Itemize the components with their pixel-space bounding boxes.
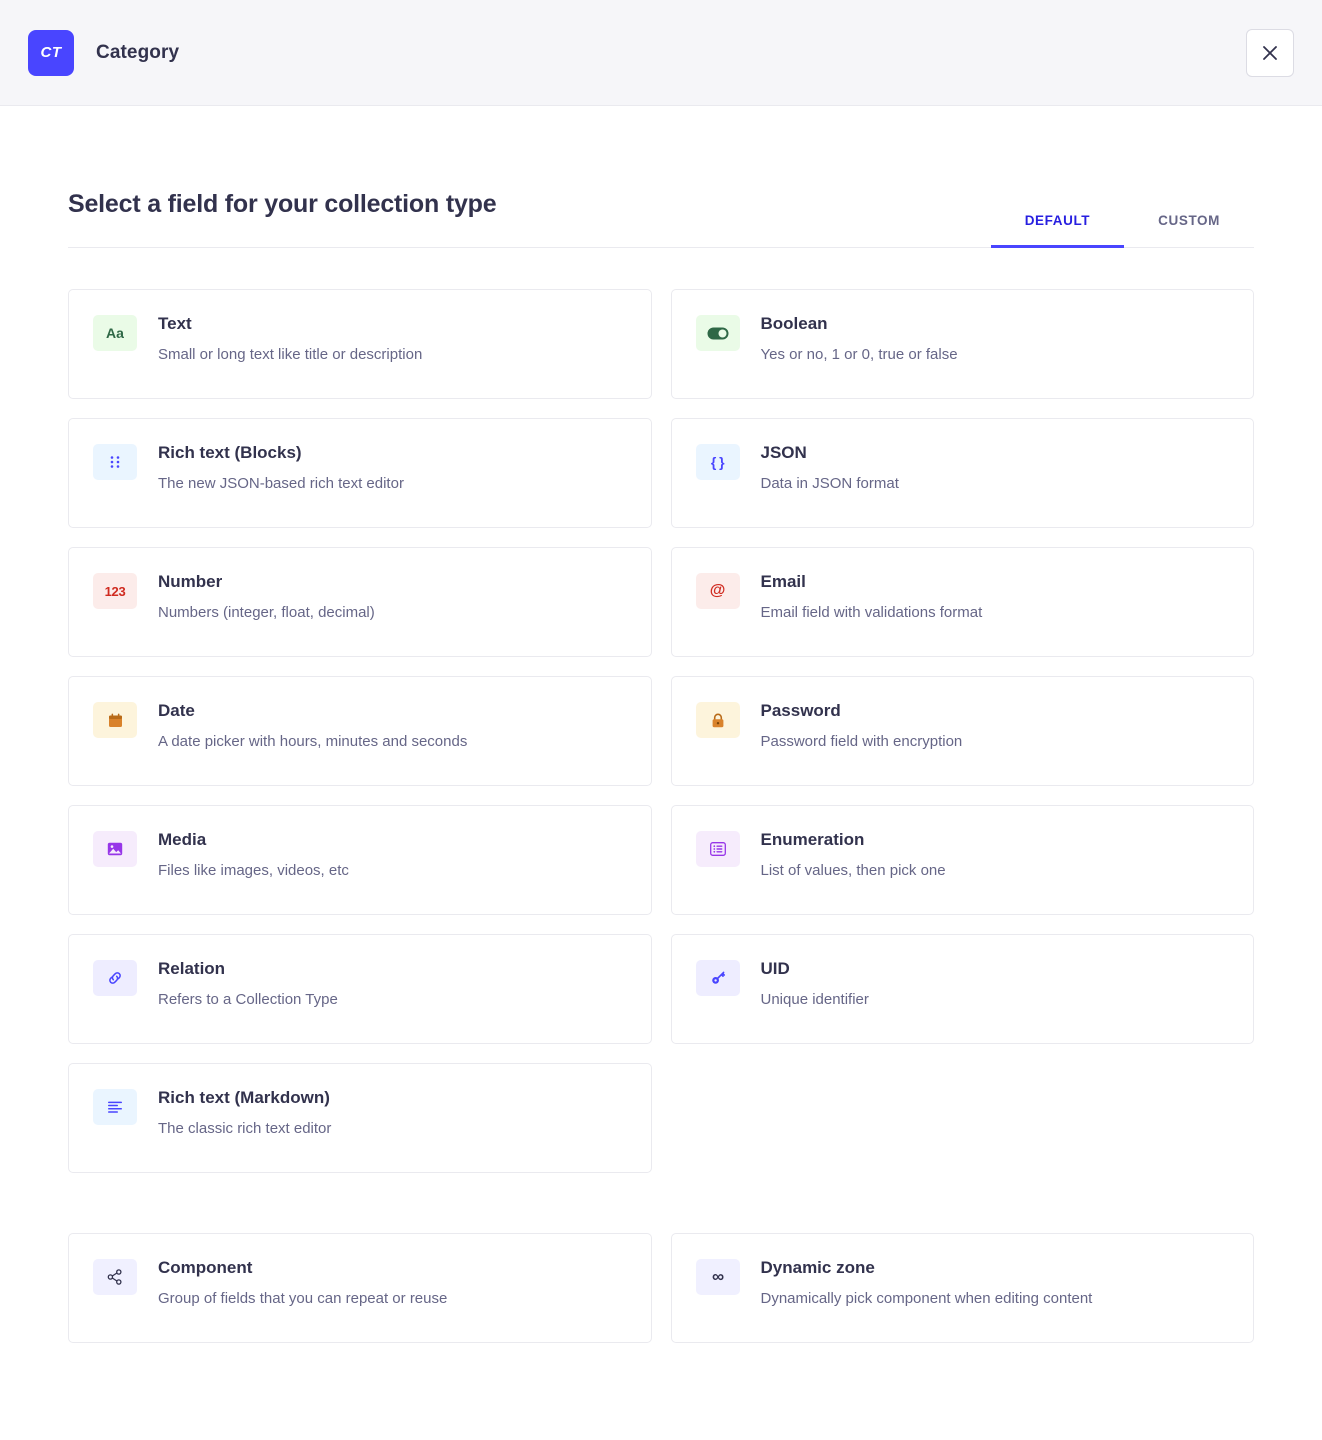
field-name: Component [158,1258,253,1277]
field-name: JSON [760,443,807,462]
field-name: Dynamic zone [760,1258,875,1277]
modal-body [0,106,1322,1383]
field-type-grid [68,289,1254,1173]
component-icon [93,1259,137,1295]
field-description: The new JSON-based rich text editor [158,474,404,492]
modal-header [0,0,1322,106]
lock-icon [696,702,740,738]
advanced-field-grid [68,1233,1254,1383]
field-description: Yes or no, 1 or 0, true or false [760,345,958,363]
field-card-uid[interactable] [671,934,1255,1044]
field-name: Relation [158,959,226,978]
field-card-relation[interactable] [68,934,652,1044]
field-description: Refers to a Collection Type [158,990,338,1008]
toggle-icon [696,315,740,351]
field-description: Unique identifier [760,990,869,1008]
field-name: Date [158,701,195,720]
field-card-json[interactable] [671,418,1255,528]
markdown-lines-icon [93,1089,137,1125]
field-name: Text [158,314,192,333]
infinity-icon [696,1259,740,1295]
field-card-component[interactable] [68,1233,652,1343]
field-name: Enumeration [760,830,865,849]
close-button[interactable] [1246,29,1294,77]
field-name: Password [760,701,841,720]
field-description: List of values, then pick one [760,861,946,879]
field-description: Numbers (integer, float, decimal) [158,603,375,621]
field-card-email[interactable] [671,547,1255,657]
blocks-icon [93,444,137,480]
text-aa-glyph: Aa [106,325,124,341]
field-name: Media [158,830,207,849]
field-card-number[interactable] [68,547,652,657]
field-description: Email field with validations format [760,603,983,621]
link-icon [93,960,137,996]
image-icon [93,831,137,867]
tab-custom[interactable]: CUSTOM [1158,213,1220,228]
field-card-media[interactable] [68,805,652,915]
tab-default[interactable]: DEFAULT [991,213,1124,248]
json-braces-glyph: { } [710,454,725,470]
section-title: Select a field for your collection type [68,190,497,218]
number-123-glyph: 123 [104,583,126,599]
field-description: Files like images, videos, etc [158,861,349,879]
field-description: Data in JSON format [760,474,899,492]
text-aa-icon [93,315,137,351]
field-card-text[interactable] [68,289,652,399]
email-at-icon [696,573,740,609]
field-name: Number [158,572,223,591]
infinity-glyph: ∞ [711,1267,724,1286]
field-card-dynamic-zone[interactable] [671,1233,1255,1343]
field-card-boolean[interactable] [671,289,1255,399]
field-name: UID [760,959,790,978]
field-name: Rich text (Markdown) [158,1088,330,1107]
tab-bar [991,213,1254,247]
field-description: Group of fields that you can repeat or reuse [158,1289,448,1307]
field-name: Rich text (Blocks) [158,443,302,462]
field-description: A date picker with hours, minutes and seconds [158,732,468,750]
number-123-icon [93,573,137,609]
calendar-icon [93,702,137,738]
field-description: Password field with encryption [760,732,963,750]
field-card-enumeration[interactable] [671,805,1255,915]
field-description: Dynamically pick component when editing content [760,1289,1093,1307]
field-description: Small or long text like title or description [158,345,423,363]
key-icon [696,960,740,996]
field-name: Boolean [760,314,828,333]
field-name: Email [760,572,806,591]
close-icon [1263,46,1277,60]
field-card-rich-text-markdown[interactable] [68,1063,652,1173]
json-braces-icon [696,444,740,480]
field-card-password[interactable] [671,676,1255,786]
list-icon [696,831,740,867]
collection-type-badge: CT [28,30,74,76]
field-card-rich-text-blocks[interactable] [68,418,652,528]
field-description: The classic rich text editor [158,1119,332,1137]
page-title: Category [96,41,180,63]
grid-spacer [671,1063,1255,1173]
field-card-date[interactable] [68,676,652,786]
section-header [68,190,1254,248]
email-at-glyph: @ [709,582,726,599]
